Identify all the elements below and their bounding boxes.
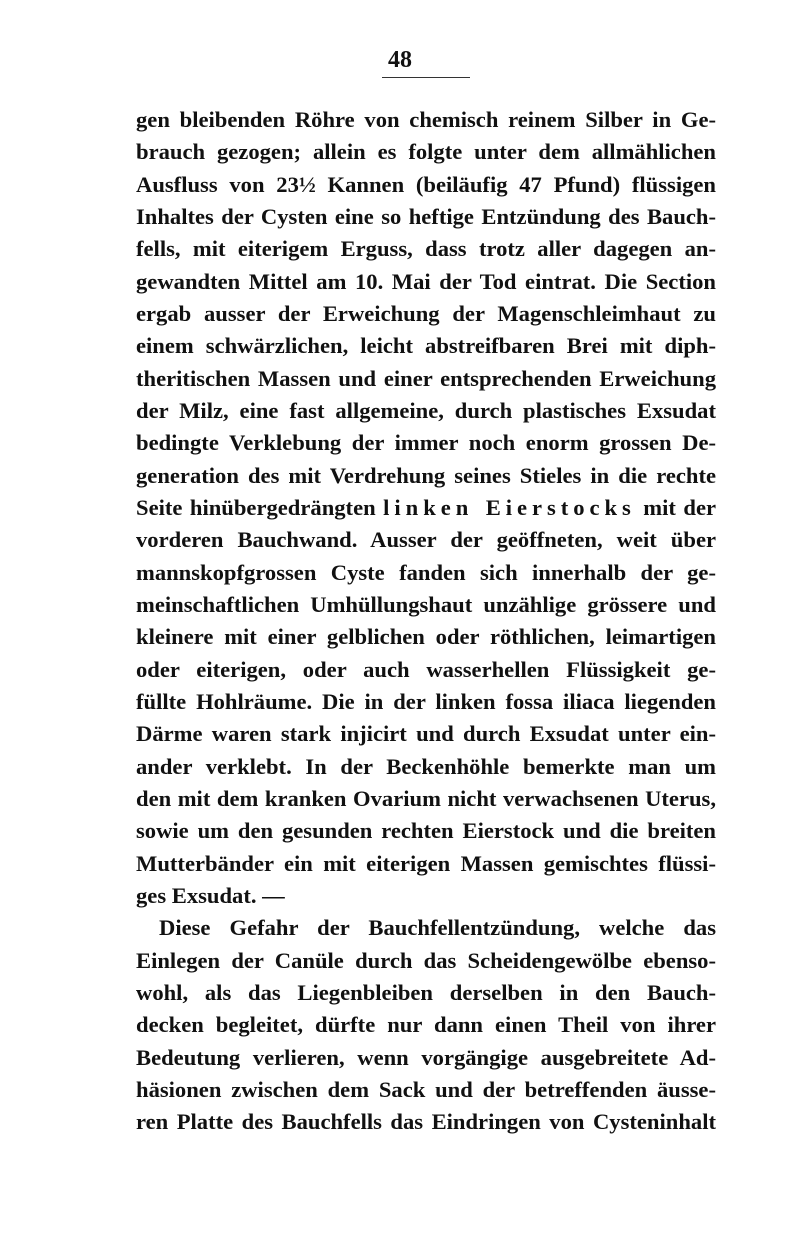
- text-line: wohl, als das Liegenbleiben derselben in den Bauch-: [136, 979, 716, 1005]
- text-line: ren Platte des Bauchfells das Eindringen von Cysteninhalt: [136, 1109, 716, 1135]
- text-segment: mit der: [635, 494, 717, 520]
- text-line: mannskopfgrossen Cyste fanden sich innerhalb der ge-: [136, 559, 716, 585]
- text-line: Mutterbänder ein mit eiterigen Massen gemischtes flüssi-: [136, 850, 716, 876]
- text-line: bedingte Verklebung der immer noch enorm grossen De-: [136, 430, 716, 456]
- text-line: oder eiterigen, oder auch wasserhellen Flüssigkeit ge-: [136, 656, 716, 682]
- text-line: meinschaftlichen Umhüllungshaut unzählige grössere und: [136, 591, 716, 617]
- text-line: Därme waren stark injicirt und durch Exsudat unter ein-: [136, 721, 716, 747]
- text-line: gen bleibenden Röhre von chemisch reinem Silber in Ge-: [136, 107, 716, 132]
- text-line: brauch gezogen; allein es folgte unter dem allmählichen: [136, 139, 716, 165]
- emphasized-term: linken Eierstocks: [383, 494, 636, 520]
- text-line: ergab ausser der Erweichung der Magenschleimhaut zu: [136, 300, 716, 326]
- text-line: Bedeutung verlieren, wenn vorgängige ausgebreitete Ad-: [136, 1044, 716, 1070]
- text-line: Ausfluss von 23½ Kannen (beiläufig 47 Pfund) flüssigen: [136, 171, 716, 197]
- body-text: [136, 104, 716, 1139]
- text-line: sowie um den gesunden rechten Eierstock und die breiten: [136, 818, 716, 844]
- text-line: Einlegen der Canüle durch das Scheidengewölbe ebenso-: [136, 947, 716, 973]
- text-line: gewandten Mittel am 10. Mai der Tod eintrat. Die Section: [136, 268, 716, 294]
- paragraph-start-line: Diese Gefahr der Bauchfellentzündung, welche das: [159, 915, 716, 941]
- text-line: füllte Hohlräume. Die in der linken fossa iliaca liegenden: [136, 688, 716, 714]
- text-line: den mit dem kranken Ovarium nicht verwachsenen Uterus,: [136, 785, 716, 811]
- text-line: häsionen zwischen dem Sack und der betreffenden äusse-: [136, 1076, 716, 1102]
- text-line: ges Exsudat. —: [136, 882, 285, 908]
- text-line: einem schwärzlichen, leicht abstreifbaren Brei mit diph-: [136, 333, 716, 359]
- text-line: der Milz, eine fast allgemeine, durch plastisches Exsudat: [136, 397, 716, 423]
- text-line: [136, 492, 716, 524]
- text-line: ander verklebt. In der Beckenhöhle bemerkte man um: [136, 753, 716, 779]
- text-line: generation des mit Verdrehung seines Stieles in die rechte: [136, 462, 716, 488]
- text-line: vorderen Bauchwand. Ausser der geöffneten, weit über: [136, 527, 716, 553]
- text-line: Inhaltes der Cysten eine so heftige Entzündung des Bauch-: [136, 203, 716, 229]
- text-line: kleinere mit einer gelblichen oder röthlichen, leimartigen: [136, 624, 716, 650]
- page-number: 48: [388, 47, 412, 73]
- page-number-rule: [382, 77, 470, 78]
- text-segment: Seite hinübergedrängten: [136, 494, 384, 520]
- text-line: decken begleitet, dürfte nur dann einen Theil von ihrer: [136, 1012, 716, 1038]
- text-line: theritischen Massen und einer entsprechenden Erweichung: [136, 365, 716, 391]
- text-line: fells, mit eiterigem Erguss, dass trotz aller dagegen an-: [136, 236, 716, 262]
